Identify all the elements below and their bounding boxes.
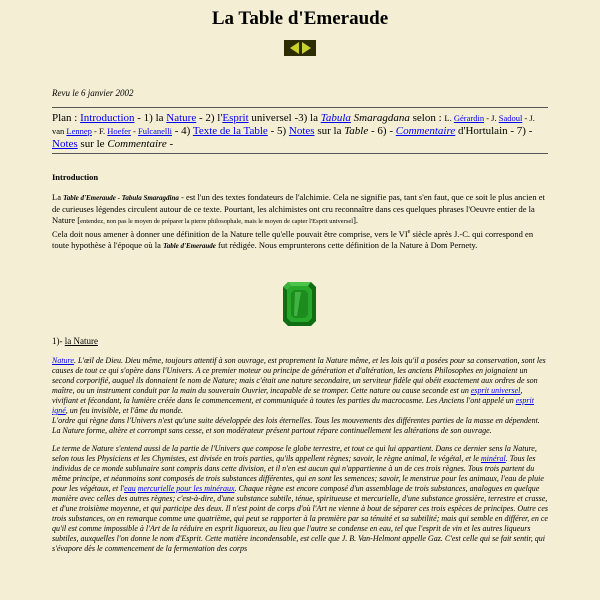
plan-text: - 6) -	[368, 125, 396, 137]
divider-bottom	[52, 153, 548, 154]
link-nature-def[interactable]: Nature	[52, 356, 74, 365]
plan-text: - 5)	[267, 125, 289, 137]
plan-text: universel -3) la	[248, 112, 321, 124]
link-notes[interactable]: Notes	[288, 125, 315, 137]
body-text: . L'œil de Dieu. Dieu même, toujours attentif à son ouvrage, est proprement la Nature même, et les lois qu'il a posées pour sa conservation, sont les causes de tout ce qui s'opère dans l'Univers. A ce premier moteur ou principe de génération et d'altération, les anciens Philosophes en joignaient un second corporifié, auquel ils donnaient le nom de Nature; mais c'était une nature secondaire, un serviteur fidèle qui obéit exactement aux ordres de son maître, ou un instrument conduit par la main du souverain Ouvrier, incapable de se tromper. Cette nature ou cause seconde est un	[52, 356, 546, 395]
body-text: , un feu invisible, et l'âme du monde.	[65, 406, 184, 415]
plan-text: - J.	[484, 113, 499, 123]
plan-text: - 1) la	[134, 112, 167, 124]
divider-top	[52, 107, 548, 108]
link-esprit-2[interactable]: esprit	[515, 396, 534, 405]
intro-text: fut rédigée. Nous emprunterons cette définition de la Nature à Dom Pernety.	[215, 239, 478, 250]
nature-heading	[52, 336, 548, 346]
plan-text: d'Hortulain - 7) -	[455, 125, 533, 137]
plan-text: Table	[344, 125, 369, 137]
plan-text: - 2) l'	[196, 112, 223, 124]
body-text: , vivifiant et fécondant, la lumière créée dans le commencement, et communiquée à toutes les parties du macrocosme. Les Anciens l'ont appelé un	[52, 386, 523, 405]
plan-text: L.	[444, 113, 454, 123]
link-introduction[interactable]: Introduction	[80, 112, 135, 124]
plan-text: Commentaire	[107, 138, 167, 150]
introduction-text	[52, 192, 548, 252]
body-paragraph-1	[52, 356, 548, 436]
intro-text: siècle après J.-C. qui correspond en toute hypothèse à l'époque où la	[52, 228, 534, 250]
plan	[52, 112, 548, 151]
prev-arrow-icon[interactable]	[290, 42, 299, 54]
intro-paragraph-1	[52, 192, 548, 227]
intro-text: Table d'Emeraude	[163, 241, 216, 250]
plan-text: sur la	[314, 125, 345, 137]
intro-text: Cela doit nous amener à donner une définition de la Nature telle qu'elle pouvait être comprise, vers le VI	[52, 228, 408, 239]
intro-text: ].	[353, 215, 359, 225]
plan-text: sur le	[77, 138, 108, 150]
body-paragraph-2	[52, 444, 548, 554]
introduction-heading: Introduction	[52, 172, 99, 182]
link-mineral[interactable]: minéral	[480, 454, 506, 463]
link-hoefer[interactable]: Hoefer	[107, 126, 131, 136]
intro-text: La	[52, 192, 64, 202]
nature-body	[52, 356, 548, 562]
link-mercurielle[interactable]: mercurielle pour les minéraux	[137, 484, 235, 493]
link-la-nature[interactable]: la Nature	[64, 336, 98, 346]
next-arrow-icon[interactable]	[302, 42, 311, 54]
link-fulcanelli[interactable]: Fulcanelli	[138, 126, 172, 136]
link-nature[interactable]: Nature	[166, 112, 197, 124]
link-gerardin[interactable]: Gérardin	[453, 113, 485, 123]
body-text: . Chaque règne est encore composé d'un assemblage de trois substances, analogues en quelque manière avec celles des autres règnes; c'est-à-dire, d'une substance subtile, ténue, spiritueuse et mercurielle, d'une substance grossière, terrestre et crasse, et d'une troisième moyenne, et qui participe des deux. Il n'est point de corps d'où l'Art ne vienne à bout de séparer ces trois espèces de principes. Outre ces trois substances, on en remarque comme une quatrième, qui peut se rapporter à la première par sa ténuité et sa subtilité; mais qui semble en différer, en ce qu'il est comme impossible à l'Art de la réduire en esprit liquoreux, au lieu que l'autre se condense en eau, tel que l'esprit de vin et les autres liqueurs subtiles, auxquelles l'on donne le nom d'Esprit. Cette matière incondensable, est celle que J. B. Van-Helmont appelle Gaz. C'est celle qui se fait sentir, qui s'évapore dès le commencement de la fermentation des corps	[52, 484, 548, 553]
revision-date: Revu le 6 janvier 2002	[52, 88, 134, 98]
link-lennep[interactable]: Lennep	[66, 126, 92, 136]
intro-text: e	[407, 229, 411, 235]
link-notes-commentaire[interactable]: Notes	[52, 138, 78, 150]
emerald-gem-icon	[283, 282, 316, 326]
plan-text: - J. van	[52, 113, 535, 136]
body-text: . Tous les individus de ce monde sublunaire sont compris dans cette division, et il n'en est aucun qui n'appartienne à un de ces trois règnes. Tous trois partent du même principe, et néanmoins sont composés de trois substances différentes, qui en sont les semences; savoir, le menstrue pour les animaux, l'eau de pluie pour les végétaux, et l'	[52, 454, 544, 493]
link-tabula[interactable]: Tabula	[320, 112, 351, 124]
plan-text: -	[130, 126, 138, 136]
nature-heading-prefix: 1)-	[52, 336, 65, 346]
plan-text: - F.	[91, 126, 108, 136]
intro-paragraph-2	[52, 227, 548, 252]
plan-text: -	[166, 138, 174, 150]
link-texte-table[interactable]: Texte de la Table	[192, 125, 268, 137]
page-title: La Table d'Emeraude	[211, 8, 389, 29]
link-sadoul[interactable]: Sadoul	[498, 113, 523, 123]
intro-text: Table d'Emeraude - Tabula Smaragdina	[63, 194, 179, 202]
link-esprit[interactable]: Esprit	[222, 112, 249, 124]
nav-arrows	[284, 40, 316, 56]
plan-prefix: Plan :	[52, 112, 81, 124]
link-igne[interactable]: igné	[52, 406, 66, 415]
plan-text: selon :	[409, 112, 445, 124]
link-commentaire[interactable]: Commentaire	[395, 125, 456, 137]
plan-text: - 4)	[172, 125, 193, 137]
intro-text: entendez, non pas le moyen de préparer la pierre philosophale, mais le moyen de capter l'Esprit universel	[80, 218, 354, 225]
plan-text: Smaragdana	[350, 112, 410, 124]
body-text: Le terme de Nature s'entend aussi de la partie de l'Univers que compose le globe terrestre, et tout ce qui lui appartient. Dans ce dernier sens la Nature, selon tous les Physiciens et les Chymistes, est divisée en trois parties, qu'ils appellent règnes; savoir, le règne animal, le végétal, et le	[52, 444, 537, 463]
body-text: L'ordre qui règne dans l'Univers n'est qu'une suite développée des lois éternelles. Tous les mouvements des différentes parties de la masse en dépendent. La Nature forme, altère et corrompt sans cesse, et son modérateur présent partout répare continuellement les altérations de son ouvrage.	[52, 416, 540, 435]
intro-text: - est l'un des textes fondateurs de l'alchimie. Cela ne signifie pas, tant s'en faut, que ce soit le plus ancien et de curieuses légendes circulent autour de ce texte. Pourtant, les alchimistes ont cru reconnaître dans ces quelques phrases l'Oeuvre entier de la Nature [	[52, 192, 545, 225]
link-esprit-universel[interactable]: esprit universel	[470, 386, 521, 395]
link-eau[interactable]: eau	[124, 484, 136, 493]
